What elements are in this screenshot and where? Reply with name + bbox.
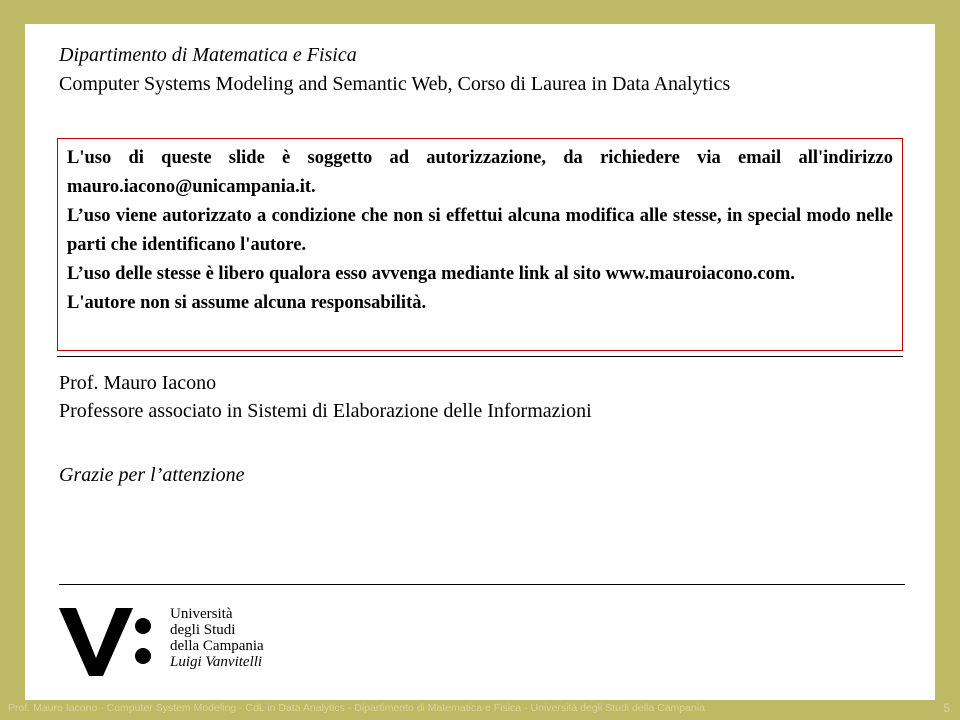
logo-line: Luigi Vanvitelli xyxy=(170,654,263,670)
course-title: Computer Systems Modeling and Semantic Web, Corso di Laurea in Data Analytics xyxy=(59,73,731,95)
slide xyxy=(25,24,935,700)
notice-line: L’uso viene autorizzato a condizione che non si effettui alcuna modifica alle stesse, in special modo nelle parti che identificano l'autore. xyxy=(67,206,893,255)
notice-line: L’uso delle stesse è libero qualora esso avvenga mediante link al sito www.mauroiacono.com. xyxy=(67,264,795,284)
logo-line: Università xyxy=(170,606,233,622)
divider xyxy=(59,584,905,585)
notice-line: L'autore non si assume alcuna responsabilità. xyxy=(67,293,427,313)
university-logo xyxy=(59,602,299,682)
usage-notice-box xyxy=(57,138,903,351)
closing-text: Grazie per l’attenzione xyxy=(59,464,245,486)
logo-wordmark xyxy=(170,606,264,670)
divider xyxy=(57,356,903,357)
logo-line: degli Studi xyxy=(170,622,236,638)
notice-line: L'uso di queste slide è soggetto ad autorizzazione, da richiedere via email all'indirizzo mauro.iacono@unicampania.it. xyxy=(67,148,893,197)
author-role: Professore associato in Sistemi di Elaborazione delle Informazioni xyxy=(59,400,592,422)
author-name: Prof. Mauro Iacono xyxy=(59,372,217,394)
logo-line: della Campania xyxy=(170,638,264,654)
page-number: 5 xyxy=(943,701,950,715)
department-title: Dipartimento di Matematica e Fisica xyxy=(59,44,357,66)
footer-text: Prof. Mauro Iacono - Computer System Modeling - CdL in Data Analytics - Dipartimento di Matematica e Fisica - Università degli Studi della Campania xyxy=(8,702,705,714)
university-logo-icon xyxy=(59,604,159,680)
